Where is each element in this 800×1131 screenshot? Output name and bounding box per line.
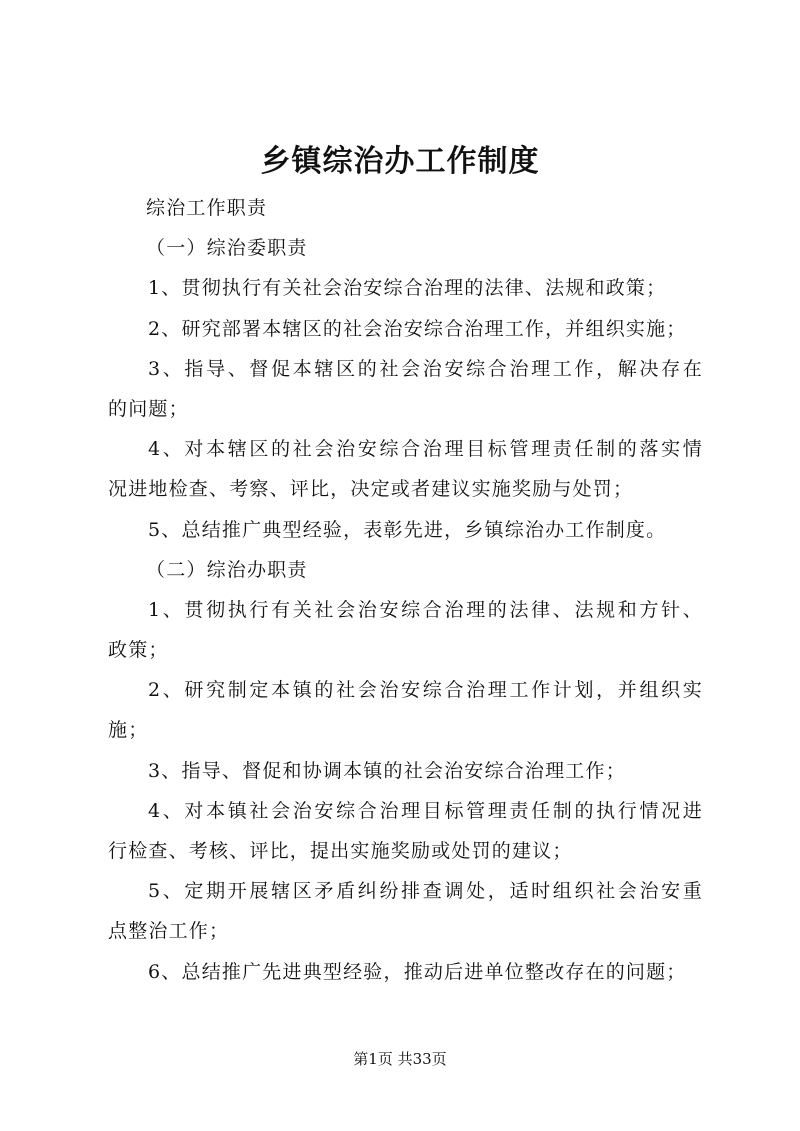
paragraph-line: 5、总结推广典型经验，表彰先进，乡镇综治办工作制度。 xyxy=(148,518,667,541)
paragraph-line: 5、定期开展辖区矛盾纠纷排查调处，适时组织社会治安重 xyxy=(148,880,703,903)
paragraph-line: 4、对本镇社会治安综合治理目标管理责任制的执行情况进 xyxy=(148,799,703,822)
page-footer xyxy=(0,1049,800,1069)
subsection-heading: （二）综治办职责 xyxy=(146,558,308,581)
paragraph-line: 施； xyxy=(108,719,149,742)
paragraph-line: 4、对本辖区的社会治安综合治理目标管理责任制的落实情 xyxy=(148,438,703,461)
paragraph-line: 的问题； xyxy=(108,397,189,420)
paragraph-line: 行检查、考核、评比，提出实施奖励或处罚的建议； xyxy=(108,840,573,862)
page-title: 乡镇综治办工作制度 xyxy=(260,144,540,179)
document-body xyxy=(108,188,703,992)
paragraph-line: 3、指导、督促本辖区的社会治安综合治理工作，解决存在 xyxy=(148,357,703,380)
paragraph-line: 点整治工作； xyxy=(108,920,230,943)
paragraph-line: 2、研究制定本镇的社会治安综合治理工作计划，并组织实 xyxy=(148,679,703,702)
subsection-heading: （一）综治委职责 xyxy=(146,237,308,260)
paragraph-line: 2、研究部署本辖区的社会治安综合治理工作，并组织实施； xyxy=(148,317,687,340)
paragraph-line: 1、贯彻执行有关社会治安综合治理的法律、法规和政策； xyxy=(148,277,667,300)
page-number-label: 第1页 共33页 xyxy=(353,1050,447,1068)
section-heading: 综治工作职责 xyxy=(146,197,268,219)
paragraph-line: 1、贯彻执行有关社会治安综合治理的法律、法规和方针、 xyxy=(148,598,703,621)
paragraph-line: 3、指导、督促和协调本镇的社会治安综合治理工作； xyxy=(148,759,626,782)
paragraph-line: 6、总结推广先进典型经验，推动后进单位整改存在的问题； xyxy=(148,960,687,983)
paragraph-line: 况进地检查、考察、评比，决定或者建议实施奖励与处罚； xyxy=(108,478,634,501)
paragraph-line: 政策； xyxy=(108,639,169,662)
